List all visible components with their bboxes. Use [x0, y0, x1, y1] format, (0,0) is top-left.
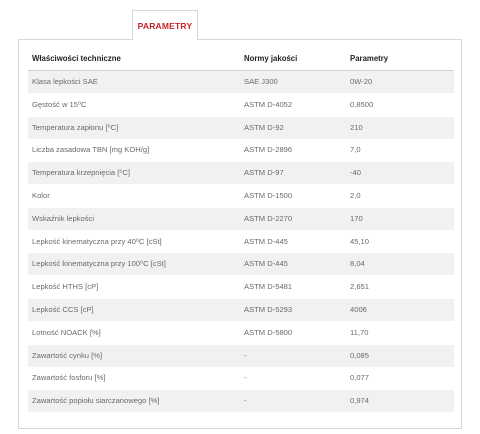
cell-property: Liczba zasadowa TBN [mg KOH/g] — [32, 145, 150, 155]
table-row — [28, 208, 454, 230]
table-row — [28, 299, 454, 321]
cell-standard: ASTM D-97 — [244, 168, 284, 178]
cell-value: 0,085 — [350, 350, 370, 360]
cell-standard: ASTM D-5293 — [244, 305, 293, 314]
table-header — [28, 48, 454, 71]
cell-value: 45,10 — [350, 236, 370, 246]
cell-property: Lepkość kinematyczna przy 100⁰C [cSt] — [32, 259, 166, 269]
cell-standard: ASTM D-92 — [244, 122, 284, 132]
cell-property: Temperatura krzepnięcia [⁰C] — [32, 168, 131, 178]
cell-property: Temperatura zapłonu [⁰C] — [32, 122, 119, 132]
cell-value: 170 — [350, 213, 363, 223]
cell-standard: ASTM D-2896 — [244, 145, 293, 155]
cell-standard: ASTM D-445 — [244, 259, 288, 269]
cell-value: 8,04 — [350, 259, 365, 269]
cell-value: 0W-20 — [350, 77, 373, 86]
table-row — [28, 117, 454, 139]
cell-standard: SAE J300 — [244, 77, 278, 86]
cell-property: Klasa lepkości SAE — [32, 77, 98, 86]
cell-standard: ASTM D-5481 — [244, 282, 293, 292]
table-row — [28, 367, 454, 389]
cell-value: 210 — [350, 122, 363, 132]
cell-standard: ASTM D-445 — [244, 236, 288, 246]
cell-standard: - — [244, 396, 247, 406]
cell-property: Lepkość HTHS [cP] — [32, 282, 99, 292]
table-row — [28, 231, 454, 253]
cell-property: Lepkość kinematyczna przy 40⁰C [cSt] — [32, 236, 162, 246]
cell-standard: ASTM D-1500 — [244, 191, 293, 200]
cell-standard: - — [244, 373, 247, 383]
cell-value: 2,0 — [350, 191, 361, 200]
cell-value: 7,0 — [350, 145, 361, 155]
cell-property: Zawartość fosforu [%] — [32, 373, 106, 383]
cell-property: Wskaźnik lepkości — [32, 213, 95, 223]
tab-bar — [0, 0, 480, 40]
cell-property: Lepkość CCS [cP] — [32, 305, 94, 314]
cell-property: Kolor — [32, 191, 50, 200]
table-row — [28, 162, 454, 184]
table-row — [28, 322, 454, 344]
header-standard: Normy jakości — [244, 54, 298, 63]
table-row — [28, 185, 454, 207]
header-property: Właściwości techniczne — [32, 54, 121, 63]
tab-label: PARAMETRY — [137, 20, 193, 31]
tab-parametry[interactable] — [132, 10, 198, 40]
table-row — [28, 94, 454, 116]
cell-value: 0,974 — [350, 396, 370, 406]
cell-standard: ASTM D-2270 — [244, 213, 293, 223]
cell-value: 2,651 — [350, 282, 370, 292]
cell-value: 0,077 — [350, 373, 370, 383]
cell-standard: - — [244, 350, 247, 360]
parameters-panel — [18, 39, 462, 429]
cell-standard: ASTM D-5800 — [244, 327, 293, 337]
cell-value: -40 — [350, 168, 361, 178]
table-row — [28, 71, 454, 93]
table-row — [28, 390, 454, 412]
table-row — [28, 345, 454, 367]
cell-property: Zawartość cynku [%] — [32, 350, 103, 360]
cell-property: Zawartość popiołu siarczanowego [%] — [32, 396, 160, 406]
cell-value: 0,8500 — [350, 99, 374, 109]
table-row — [28, 139, 454, 161]
cell-value: 11,70 — [350, 327, 369, 337]
table-row — [28, 253, 454, 275]
cell-value: 4006 — [350, 305, 367, 314]
table-row — [28, 276, 454, 298]
cell-property: Lotność NOACK [%] — [32, 327, 101, 337]
cell-standard: ASTM D-4052 — [244, 99, 293, 109]
header-value: Parametry — [350, 54, 389, 63]
cell-property: Gęstość w 15⁰C — [32, 99, 87, 109]
